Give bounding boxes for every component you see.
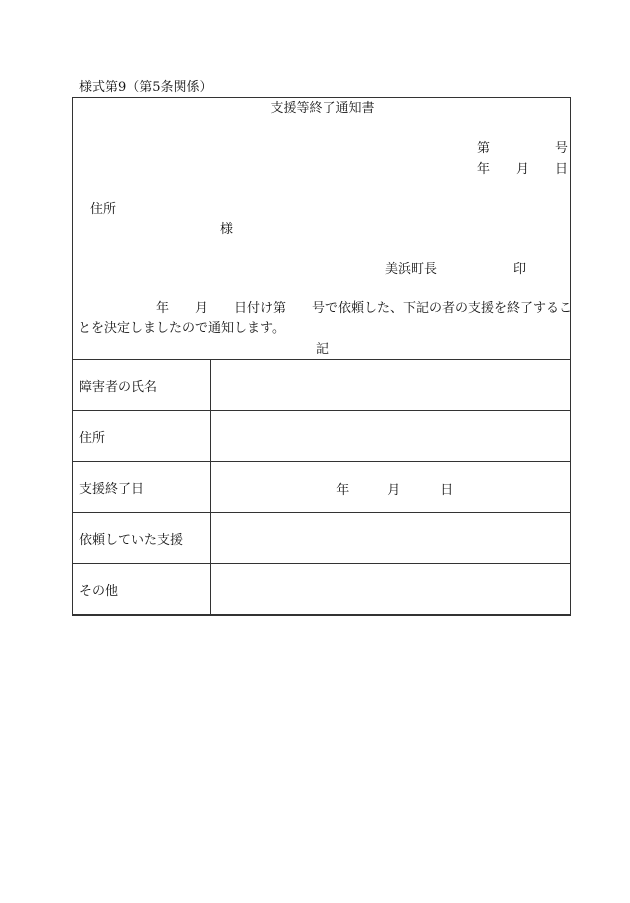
number-suffix: 号 <box>555 141 569 156</box>
end-date-value[interactable] <box>211 462 571 513</box>
date-day: 日 <box>555 162 569 177</box>
issuer-seal: 印 <box>513 262 527 277</box>
body-month: 月 <box>195 301 209 316</box>
table-row <box>73 564 571 615</box>
row-label: 障害者の氏名 <box>73 360 211 411</box>
end-date-day: 日 <box>440 483 454 498</box>
form-title: 支援等終了通知書 <box>270 101 375 116</box>
row-label: 支援終了日 <box>73 462 211 513</box>
body-year: 年 <box>156 301 170 316</box>
row-value[interactable] <box>211 564 571 615</box>
row-label: その他 <box>73 564 211 615</box>
recipient-honorific: 様 <box>220 222 234 237</box>
number-prefix: 第 <box>477 141 491 156</box>
body-dated-no: 日付け第 <box>234 301 287 316</box>
issuer-title: 美浜町長 <box>385 262 438 277</box>
table-row <box>73 462 571 513</box>
row-value[interactable] <box>211 411 571 462</box>
row-label: 依頼していた支援 <box>73 513 211 564</box>
body-text-line2: とを決定しましたので通知します。 <box>78 321 285 336</box>
date-month: 月 <box>516 162 530 177</box>
row-label: 住所 <box>73 411 211 462</box>
table-row <box>73 360 571 411</box>
ki-heading: 記 <box>315 342 329 357</box>
form-label: 様式第9（第5条関係） <box>79 80 213 95</box>
row-value[interactable] <box>211 513 571 564</box>
body-rest: 号で依頼した、下記の者の支援を終了するこ <box>312 301 573 316</box>
end-date-year: 年 <box>336 483 350 498</box>
row-value[interactable] <box>211 360 571 411</box>
detail-table <box>72 359 571 615</box>
end-date-month: 月 <box>387 483 401 498</box>
table-row <box>73 411 571 462</box>
table-row <box>73 513 571 564</box>
recipient-address-label: 住所 <box>90 202 117 217</box>
notification-form <box>72 97 571 616</box>
date-year: 年 <box>477 162 491 177</box>
